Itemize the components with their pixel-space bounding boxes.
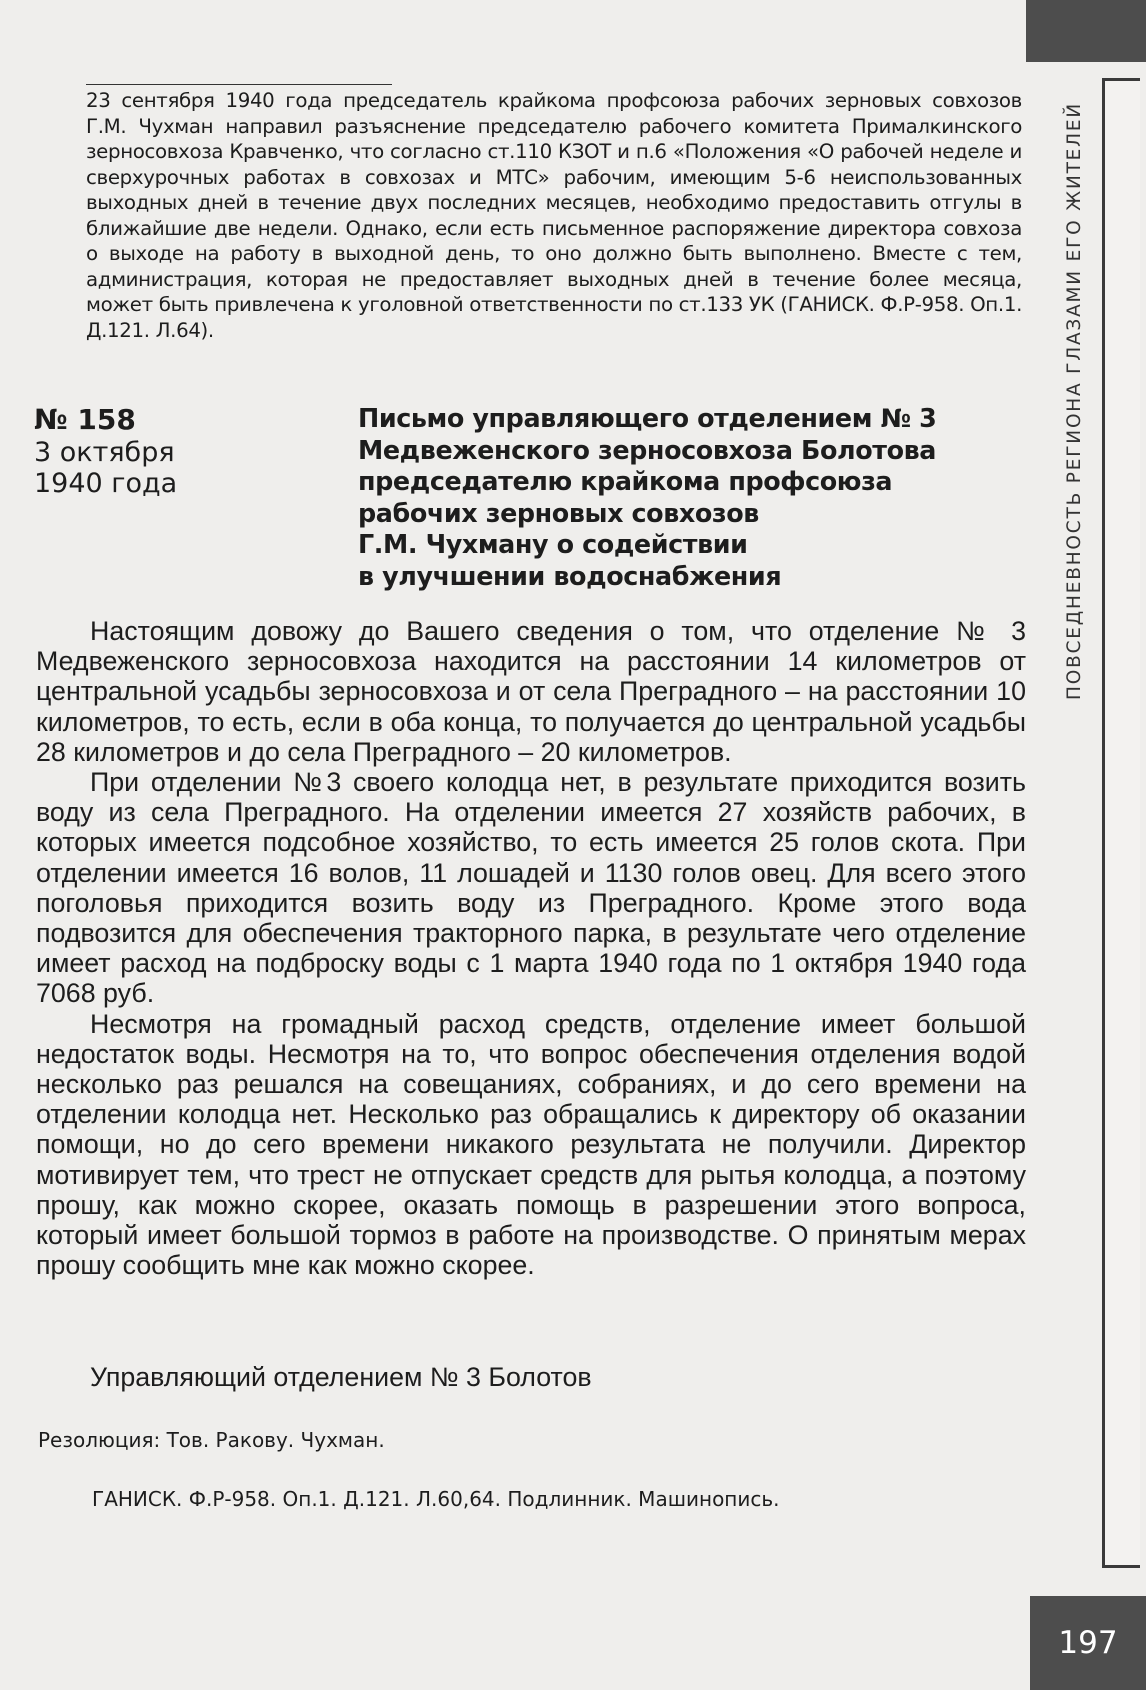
resolution-note: Резолюция: Тов. Ракову. Чухман.: [38, 1428, 385, 1452]
document-date: 3 октября 1940 года: [34, 437, 178, 499]
body-paragraph: Несмотря на громадный расход средств, отделение имеет большой недостаток воды. Несмотря на то, что вопрос обеспечения отделения водой несколько раз решался на совещаниях, собраниях, и до сего времени на отделении колодца нет. Несколько раз обращались к директору об оказании помощи, но до сего времени никакого результата не получили. Директор мотивирует тем, что трест не отпускает средств для рытья колодца, а поэтому прошу, как можно скорее, оказать помощь в разрешении этого вопроса, который имеет большой тормоз в работе на производстве. О принятым мерах прошу сообщить мне как можно скорее.: [36, 1008, 1026, 1281]
body-paragraph: Настоящим довожу до Вашего сведения о том, что отделение № 3 Медвеженского зерносовхоза находится на расстоянии 14 километров от центральной усадьбы зерносовхоза и от села Преградного – на расстоянии 10 километров, то есть, если в оба конца, то получается до центральной усадьбы 28 километров и до села Преградного – 20 километров.: [36, 616, 1026, 767]
document-title: Письмо управляющего отделением № 3 Медвеженского зерносовхоза Болотова председателю крайкома профсоюза рабочих зерновых совхозов Г.М. Чухману о содействии в улучшении водоснабжения: [358, 403, 937, 591]
footnote: 23 сентября 1940 года председатель крайкома профсоюза рабочих зерновых совхозов Г.М. Чухман направил разъяснение председателю рабочего комитета Прималкинского зерносовхоза Кравченко, что согласно ст.110 КЗОТ и п.6 «Положения «О рабочей неделе и сверхурочных работах в совхозах и МТС» рабочим, имеющим 5-6 неиспользованных выходных дней в течение двух последних месяцев, необходимо предоставить отгулы в ближайшие две недели. Однако, если есть письменное распоряжение директора совхоза о выходе на работу в выходной день, то оно должно быть выполнено. Вместе с тем, администрация, которая не предоставляет выходных дней в течение более месяца, может быть привлечена к уголовной ответственности по ст.133 УК (ГАНИСК. Ф.Р-958. Оп.1. Д.121. Л.64).: [86, 89, 1023, 342]
signature-line: Управляющий отделением № 3 Болотов: [90, 1362, 592, 1392]
side-frame: [1102, 78, 1140, 1568]
page-number: 197: [1030, 1596, 1146, 1690]
document-body: [36, 616, 1026, 1280]
running-title: [1064, 101, 1104, 740]
document-number: № 158: [34, 403, 136, 436]
header-tab-block: [1026, 0, 1146, 62]
running-title-text: ПОВСЕДНЕВНОСТЬ РЕГИОНА ГЛАЗАМИ ЕГО ЖИТЕЛЕЙ: [1064, 101, 1085, 700]
footnote-divider: [86, 84, 392, 85]
body-paragraph: При отделении №3 своего колодца нет, в результате приходится возить воду из села Преградного. На отделении имеется 27 хозяйств рабочих, в которых имеется подсобное хозяйство, то есть имеется 25 голов скота. При отделении имеется 16 волов, 11 лошадей и 1130 голов овец. Для всего этого поголовья приходится возить воду из Преградного. Кроме этого вода подвозится для обеспечения тракторного парка, в результате чего отделение имеет расход на подброску воды с 1 марта 1940 года по 1 октября 1940 года 7068 руб.: [36, 767, 1026, 1009]
archive-reference: ГАНИСК. Ф.Р-958. Оп.1. Д.121. Л.60,64. Подлинник. Машинопись.: [92, 1487, 780, 1511]
